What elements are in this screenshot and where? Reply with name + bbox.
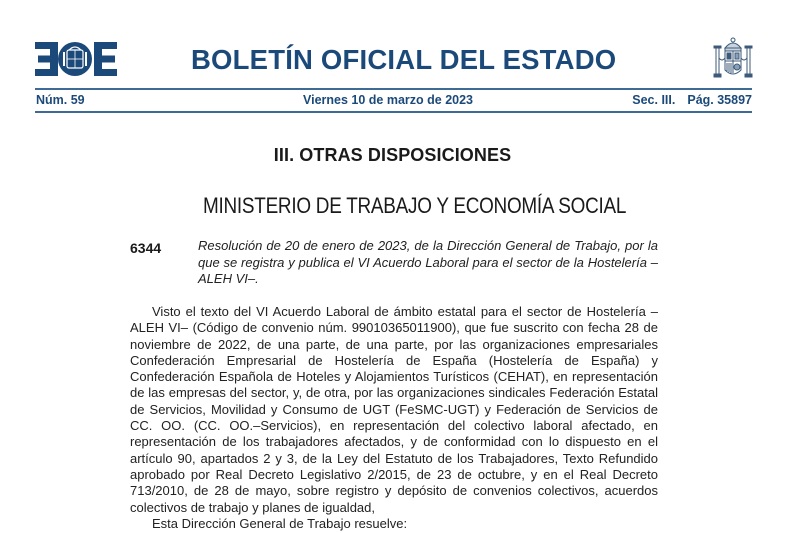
section-page-info (632, 93, 752, 107)
ministry-heading: MINISTERIO DE TRABAJO Y ECONOMÍA SOCIAL (203, 193, 627, 218)
boe-logo-icon (35, 42, 117, 76)
coat-of-arms-icon (712, 36, 754, 80)
entry-title: Resolución de 20 de enero de 2023, de la Dirección General de Trabajo, por la que se registra y publica el VI Acuerdo Laboral para el sector de la Hostelería –ALEH VI–. (198, 238, 658, 286)
issue-date: Viernes 10 de marzo de 2023 (303, 93, 474, 107)
document-body (130, 304, 658, 532)
header-rule-top (35, 88, 752, 90)
publication-title: BOLETÍN OFICIAL DEL ESTADO (191, 44, 617, 75)
body-paragraph: Visto el texto del VI Acuerdo Laboral de ámbito estatal para el sector de Hostelería –ALEH VI– (Código de convenio núm. 99010365011900), que fue suscrito con fecha 28 de noviembre de 2022, de una parte, de una parte, por las organizaciones empresariales Confederación Empresarial de Hostelería de España (Hostelería de España) y Confederación Española de Hoteles y Alojamientos Turísticos (CEHAT), en representación de las empresas del sector, y, de otra, por las organizaciones sindicales Federación Estatal de Servicios, Movilidad y Consumo de UGT (FeSMC-UGT) y Federación de Servicios de CC. OO. (CC. OO.–Servicios), en representación del colectivo laboral afectado, en representación de los trabajadores afectados, y de conformidad con lo dispuesto en el artículo 90, apartados 2 y 3, de la Ley del Estatuto de los Trabajadores, Texto Refundido aprobado por Real Decreto Legislativo 2/2015, de 23 de octubre, y en el Real Decreto 713/2010, de 28 de mayo, sobre registro y depósito de convenios colectivos, acuerdos colectivos de trabajo y planes de igualdad, (130, 304, 658, 515)
section-label: Sec. III. (632, 93, 676, 107)
page-number: Pág. 35897 (687, 93, 752, 107)
section-heading: III. OTRAS DISPOSICIONES (273, 145, 512, 165)
body-paragraph: Esta Dirección General de Trabajo resuelve: (152, 515, 408, 531)
issue-number: Núm. 59 (36, 93, 85, 107)
entry-number: 6344 (130, 240, 162, 256)
issue-meta-row (35, 93, 752, 109)
header-rule-bottom (35, 111, 752, 113)
